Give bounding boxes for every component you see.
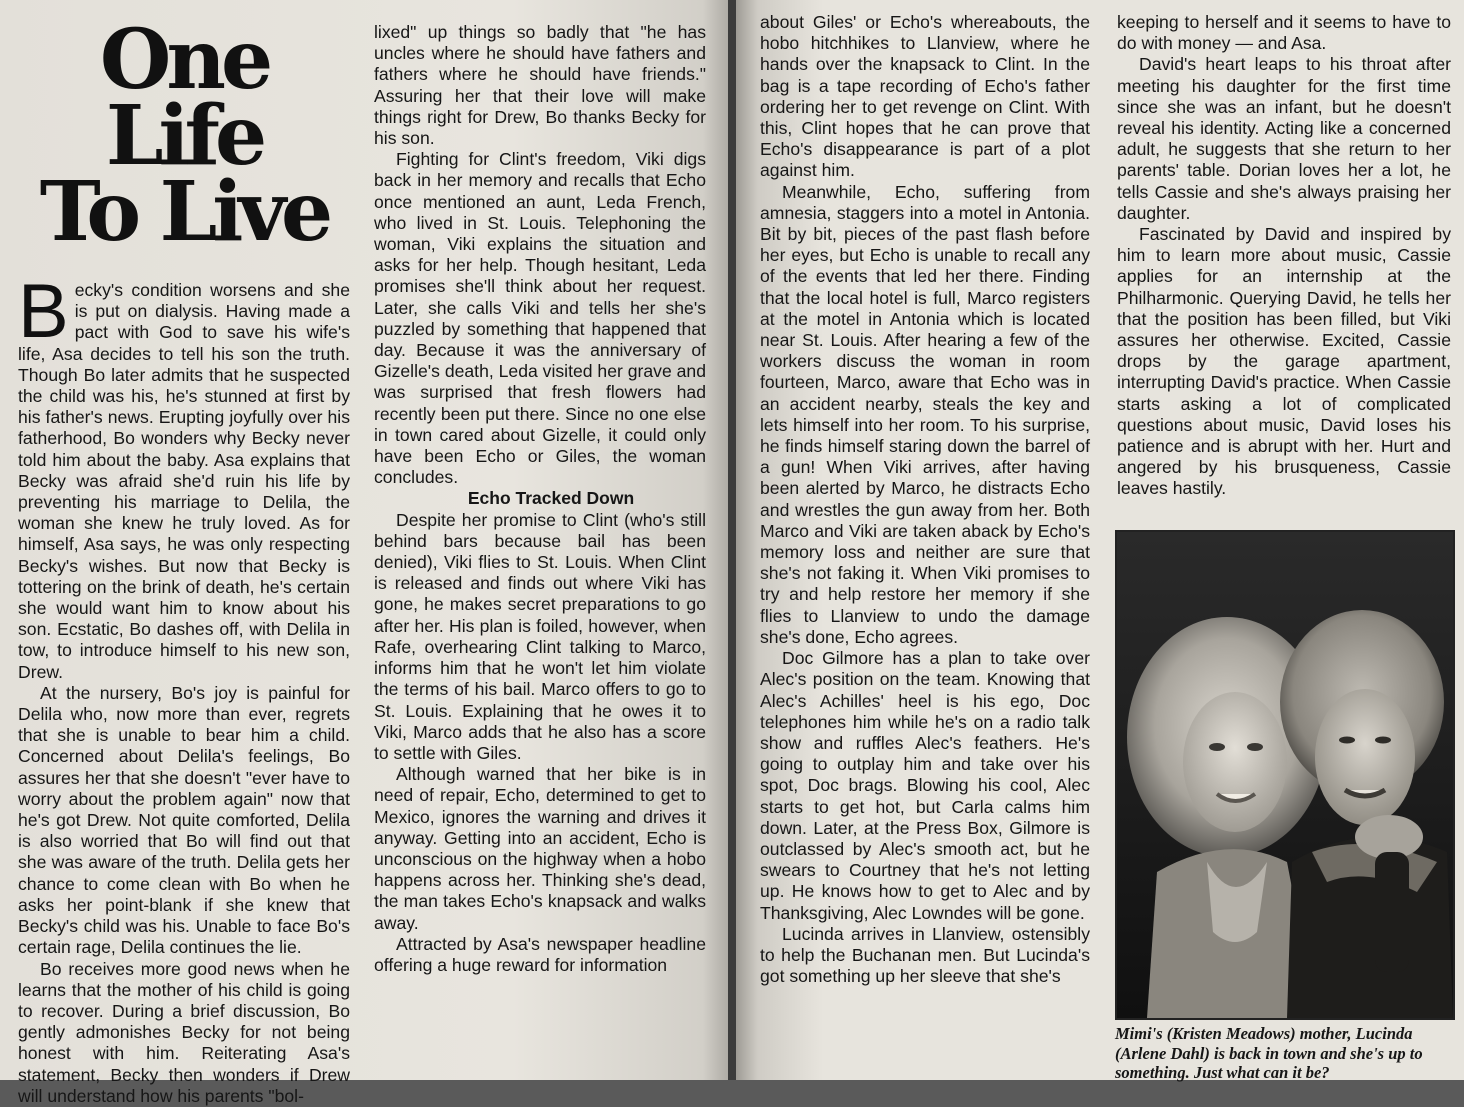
column-4 xyxy=(1117,12,1451,500)
paragraph: Bo receives more good news when he learns that the mother of his child is going to recover. During a brief discussion, Bo gently admonishes Becky for not being honest with him. Reiterating Asa's statement, Becky then wonders if Drew will understand how his parents "bol- xyxy=(18,958,350,1106)
paragraph: David's heart leaps to his throat after meeting his daughter for the first time since she was an infant, but he doesn't reveal his identity. Acting like a concerned adult, he suggests that she return to her parents' table. Dorian loves her a lot, he tells Cassie and she's always praising her daughter. xyxy=(1117,54,1451,223)
paragraph: keeping to herself and it seems to have to do with money — and Asa. xyxy=(1117,12,1451,54)
paragraph: Meanwhile, Echo, suffering from amnesia, staggers into a motel in Antonia. Bit by bit, pieces of the past flash before her eyes, but Echo is unable to recall any of the events that led her there. Finding that the local hotel is full, Marco registers at the motel in Antonia which is located near St. Louis. After hearing a few of the workers discuss the woman in room fourteen, Marco, aware that Echo was in an accident nearby, steals the key and lets himself into her room. To his surprise, he finds himself staring down the barrel of a gun! When Viki arrives, after having been alerted by Marco, he distracts Echo and wrestles the gun away from her. Both Marco and Viki are taken aback by Echo's memory loss and neither are sure that she's not faking it. When Viki promises to try and help restore her memory if she flies to Llanview to undo the damage she's done, Echo agrees. xyxy=(760,181,1090,647)
headline xyxy=(18,12,350,260)
column-2 xyxy=(374,22,706,976)
headline-line-1: One Life xyxy=(99,12,269,184)
paragraph: Although warned that her bike is in need of repair, Echo, determined to get to Mexico, ignores the warning and drives it anyway. Getting into an accident, Echo is unconscious on the highway when a hobo happens across her. Thinking she's dead, the man takes Echo's knapsack and walks away. xyxy=(374,764,706,933)
paragraph: Doc Gilmore has a plan to take over Alec's position on the team. Knowing that Alec's Achilles' heel is his ego, Doc telephones him while he's on a radio talk show and ruffles Alec's feathers. He's going to outplay him and take over his spot, Doc brags. Blowing his cool, Alec starts to get hot, but Carla calms him down. Later, at the Press Box, Gilmore is outclassed by Alec's smooth act, but he swears to Courtney that he's not letting up. He knows how to get to Alec and by Thanksgiving, Alec Lowndes will be gone. xyxy=(760,648,1090,923)
paragraph: Fighting for Clint's freedom, Viki digs back in her memory and recalls that Echo once mentioned an aunt, Leda French, who lived in St. Louis. Telephoning the woman, Viki explains the situation and asks for her help. Though hesitant, Leda promises she'll think about her request. Later, she calls Viki and tells her she's puzzled by something that happened that day. Because it was the anniversary of Gizelle's death, Leda visited her grave and was surprised that fresh flowers had recently been put there. Since no one else in town cared about Gizelle, it could only have been Echo or Giles, the woman concludes. xyxy=(374,149,706,488)
face-left xyxy=(1183,692,1287,832)
paragraph: lixed" up things so badly that "he has uncles where he should have fathers and fathers where he should have friends." Assuring her that their love will make things right for Drew, Bo thanks Becky for his son. xyxy=(374,22,706,149)
paragraph: Despite her promise to Clint (who's still behind bars because bail has been denied), Viki flies to St. Louis. When Clint is released and finds out where Viki has gone, he makes secret preparations to go after her. His plan is foiled, however, when Rafe, overhearing Clint talking to Marco, informs him that he won't let him violate the terms of his bail. Marco offers to go to St. Louis. Explaining that he owes it to Viki, Marco adds that he also has a score to settle with Giles. xyxy=(374,509,706,763)
photo-caption: Mimi's (Kristen Meadows) mother, Lucinda (Arlene Dahl) is back in town and she's up to something. Just what can it be? xyxy=(1115,1024,1423,1082)
drop-cap: B xyxy=(18,269,69,354)
paragraph: about Giles' or Echo's whereabouts, the hobo hitchhikes to Llanview, where he hands over the knapsack to Clint. In the bag is a tape recording of Echo's father ordering her to get revenge on Clint. With this, Clint hopes that he can prove that Echo's disappearance is part of a plot against him. xyxy=(760,12,1090,181)
paragraph: At the nursery, Bo's joy is painful for Delila who, now more than ever, regrets that she is unable to bear him a child. Concerned about Delila's feelings, Bo assures her that she doesn't "ever have to worry about the problem again" now that he's got Drew. Not quite comforted, Delila is also worried that Bo will find out that she was aware of the truth. Delila gets her chance to come clean with Bo when he asks her point-blank if she knew that Becky's child was his. Unable to face Bo's certain rage, Delila continues the lie. xyxy=(18,682,350,958)
paragraph: Attracted by Asa's newspaper headline offering a huge reward for information xyxy=(374,933,706,975)
left-page xyxy=(0,0,732,1106)
face-right xyxy=(1315,689,1415,825)
column-3 xyxy=(760,12,1090,987)
right-page xyxy=(736,0,1464,1080)
paragraph: Becky's condition worsens and she is put on dialysis. Having made a pact with God to save his wife's life, Asa decides to tell his son the truth. Though Bo later admits that he suspected the child was his, he's stunned at first by his father's news. Erupting joyfully over his fatherhood, Bo wonders why Becky never told him about the baby. Asa explains that Becky was afraid she'd ruin his life by preventing his marriage to Delila, the woman she knew he truly loved. As for himself, Asa says, he was only respecting Becky's wishes. But now that Becky is tottering on the brink of death, he's certain she would want him to know about his son. Ecstatic, Bo dashes off, with Delila in tow, to introduce himself to his new son, Drew. xyxy=(18,269,350,682)
photo-illustration xyxy=(1117,532,1453,1018)
paragraph: Fascinated by David and inspired by him to learn more about music, Cassie applies for an internship at the Philharmonic. Querying David, he tells her that the position has been filled, but Viki assures her otherwise. Excited, Cassie drops by the garage apartment, interrupting David's practice. When Cassie starts asking a lot of complicated questions about music, David loses his patience and is abrupt with her. Hurt and angered by his brusqueness, Cassie leaves hastily. xyxy=(1117,224,1451,499)
headline-line-2: To Live xyxy=(39,164,329,260)
section-subhead: Echo Tracked Down xyxy=(467,488,635,509)
photo xyxy=(1115,530,1455,1020)
column-1 xyxy=(18,12,350,1107)
paragraph: Lucinda arrives in Llanview, ostensibly to help the Buchanan men. But Lucinda's got something up her sleeve that she's xyxy=(760,923,1090,987)
